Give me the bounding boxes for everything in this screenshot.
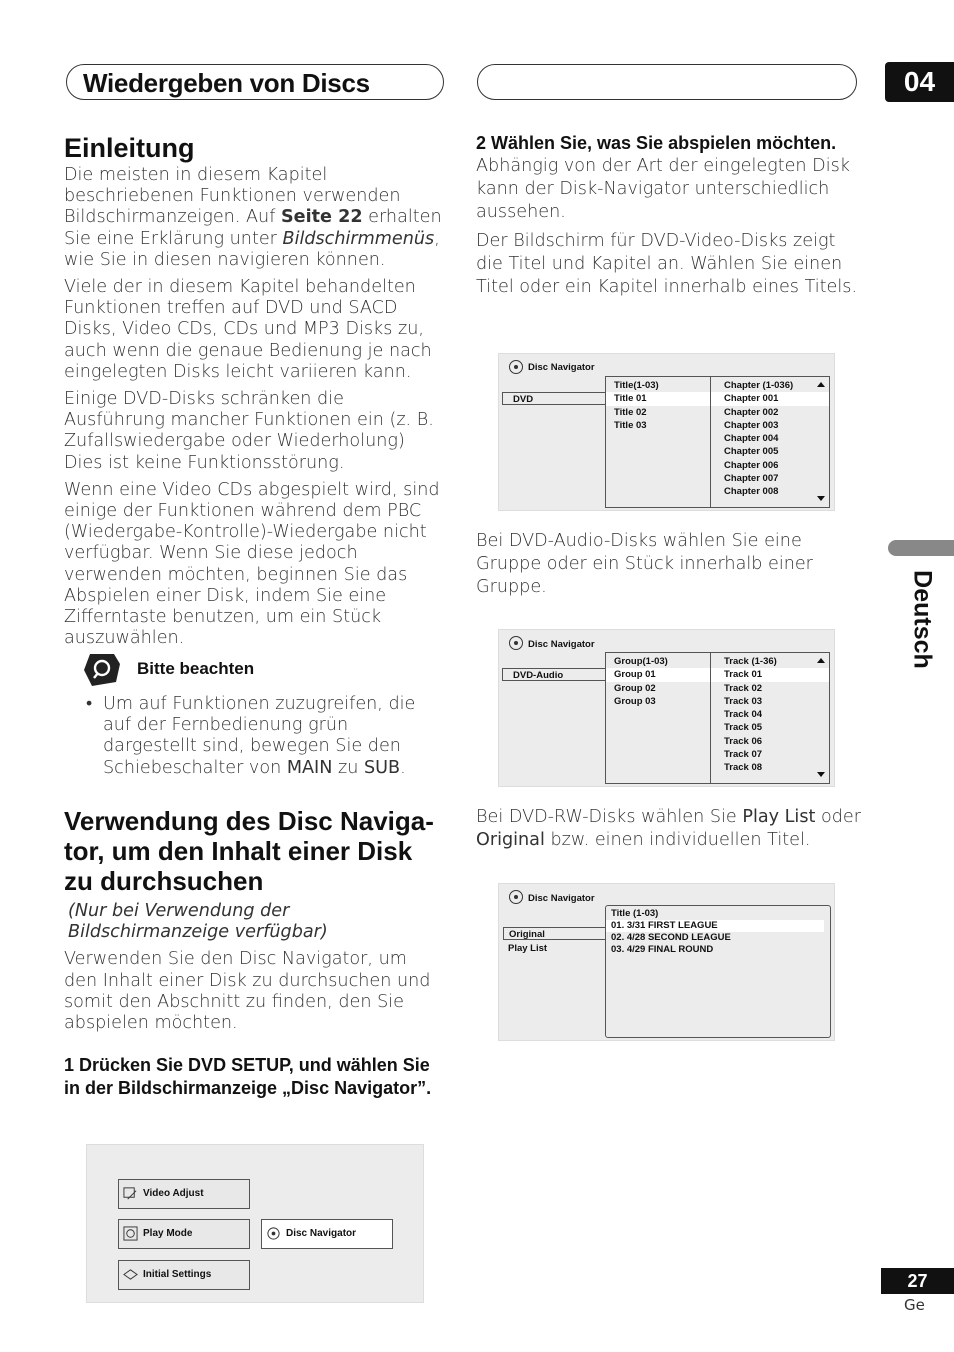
list-item[interactable]: Chapter 006 [724, 459, 779, 471]
play-mode-icon [123, 1226, 138, 1241]
text: zu [332, 757, 364, 778]
list-item[interactable]: Title 02 [614, 406, 647, 418]
note-bullet: • [86, 694, 93, 714]
list-item[interactable]: 01. 3/31 FIRST LEAGUE [606, 920, 824, 932]
list-item[interactable]: Chapter 001 [711, 392, 829, 405]
list-item[interactable]: Track 06 [724, 735, 763, 747]
language-code: Ge [904, 1296, 925, 1314]
list-item[interactable]: Chapter 004 [724, 433, 779, 445]
list-header: Track (1-36) [724, 656, 777, 667]
list-header: Chapter (1-036) [724, 380, 794, 391]
navigator-heading: Verwendung des Disc Naviga-tor, um den Inhalt einer Disk zu durchsuchen [64, 806, 434, 896]
screen-title: Disc Navigator [528, 362, 595, 373]
section-header-box [66, 64, 444, 100]
menu-label: Initial Settings [143, 1269, 212, 1280]
empty-header-box [477, 64, 857, 100]
title-list[interactable] [605, 376, 713, 508]
intro-paragraph-3: Einige DVD-Disks schränken die Ausführung mancher Funktionen ein (z. B. Zufallswiedergabe oder Wiederholung) Dies ist keine Funktionsstörung. [64, 389, 434, 473]
screen-title: Disc Navigator [528, 639, 595, 650]
chapter-number: 04 [885, 62, 954, 102]
step-2: 2 Wählen Sie, was Sie abspielen möchten. [476, 133, 837, 153]
intro-paragraph-4: Wenn eine Video CDs abgespielt wird, sind einige der Funktionen während dem PBC (Wiedergabe-Kontrolle)-Wiedergabe nicht verfügbar. Wenn Sie diese jedoch verwenden möchten, beginnen Sie das Abspielen einer Disk, indem Sie eine Zifferntaste benutzen, um ein Stück auszuwählen. [64, 479, 440, 649]
text: Bei DVD-RW-Disks wählen Sie [476, 807, 743, 827]
menu-label: Video Adjust [143, 1188, 204, 1199]
text: bzw. einen individuellen Titel. [544, 830, 811, 850]
initial-settings-icon [123, 1267, 138, 1282]
key-label: SUB [363, 757, 401, 778]
scroll-down-icon[interactable] [817, 496, 825, 501]
menu-video-adjust[interactable] [118, 1179, 250, 1209]
disc-type-label: DVD [502, 392, 606, 405]
dvd-navigator-screen [498, 353, 835, 511]
list-item[interactable]: Chapter 005 [724, 446, 779, 458]
mode-play-list[interactable]: Play List [508, 943, 548, 954]
text: Die meisten in diesem Kapitel beschriebenen Funktionen verwenden Bildschirmanzeigen. Auf [64, 165, 401, 228]
page-number: 27 [881, 1268, 954, 1294]
list-item[interactable]: Chapter 008 [724, 486, 779, 498]
note-icon [82, 652, 122, 688]
section-title: Wiedergeben von Discs [83, 68, 370, 98]
option-label: Original [476, 830, 545, 850]
list-item[interactable]: Chapter 007 [724, 473, 779, 485]
text: , wie Sie in diesen navigieren können. [64, 228, 440, 270]
list-item[interactable]: Title 01 [606, 392, 712, 405]
navigator-paragraph-3: Der Bildschirm für DVD-Video-Disks zeigt die Titel und Kapitel an. Wählen Sie einen Titel oder ein Kapitel innerhalb eines Titels. [476, 231, 858, 297]
menu-label: Disc Navigator [286, 1228, 357, 1239]
disc-navigator-icon [507, 359, 525, 375]
list-item[interactable]: Group 03 [614, 695, 656, 707]
key-label: MAIN [286, 757, 333, 778]
navigator-paragraph-1: Verwenden Sie den Disc Navigator, um den Inhalt einer Disk zu durchsuchen und somit den Abschnitt zu finden, den Sie abspielen möchten. [64, 949, 431, 1034]
list-item[interactable]: 02. 4/28 SECOND LEAGUE [611, 932, 731, 943]
step-1: 1 Drücken Sie DVD SETUP, und wählen Sie in der Bildschirmanzeige „Disc Navigator”. [64, 1055, 432, 1099]
list-header: Group(1-03) [614, 656, 668, 667]
option-label: Play List [742, 807, 816, 827]
list-item[interactable]: Title 03 [614, 419, 647, 431]
disc-icon [266, 1226, 281, 1241]
scroll-up-icon[interactable] [817, 382, 825, 387]
list-item[interactable]: Group 01 [606, 668, 712, 681]
menu-label: Play Mode [143, 1228, 193, 1239]
chapter-list[interactable] [710, 376, 830, 508]
scroll-down-icon[interactable] [817, 772, 825, 777]
intro-paragraph-1 [64, 165, 444, 271]
list-item[interactable]: Track 02 [724, 682, 763, 694]
side-tab-bar [888, 540, 954, 556]
scroll-up-icon[interactable] [817, 658, 825, 663]
screen-title: Disc Navigator [528, 893, 595, 904]
text: oder [815, 807, 861, 827]
dvd-rw-navigator-screen [498, 883, 835, 1041]
list-item[interactable]: 03. 4/29 FINAL ROUND [611, 944, 714, 955]
list-item[interactable]: Chapter 003 [724, 419, 779, 431]
menu-play-mode[interactable] [118, 1219, 250, 1249]
text: erhalten Sie eine Erklärung unter [64, 207, 442, 249]
list-item[interactable]: Chapter 002 [724, 406, 779, 418]
menu-initial-settings[interactable] [118, 1260, 250, 1290]
setup-menu-screen [86, 1144, 424, 1303]
list-header: Title(1-03) [614, 380, 659, 391]
list-item[interactable]: Track 05 [724, 722, 763, 734]
rw-title-list[interactable] [605, 905, 831, 1038]
video-adjust-icon [123, 1186, 138, 1201]
list-header: Title (1-03) [611, 908, 659, 919]
navigator-paragraph-5 [476, 806, 861, 852]
side-tab-language: Deutsch [908, 570, 937, 669]
intro-heading: Einleitung [64, 133, 195, 163]
list-item[interactable]: Track 07 [724, 749, 763, 761]
step-2-section [476, 132, 866, 299]
disc-navigator-icon [507, 635, 525, 651]
page-ref: Seite 22 [280, 207, 363, 228]
navigator-paragraph-4: Bei DVD-Audio-Disks wählen Sie eine Gruppe oder ein Stück innerhalb einer Gruppe. [476, 531, 813, 597]
group-list[interactable] [605, 652, 713, 784]
list-item[interactable]: Track 03 [724, 695, 763, 707]
dvd-audio-navigator-screen [498, 629, 835, 787]
intro-paragraph-2: Viele der in diesem Kapitel behandelten Funktionen treffen auf DVD und SACD Disks, Video CDs, CDs und MP3 Disks zu, auch wenn die genaue Bedienung je nach eingelegten Disks leicht variieren kann. [64, 277, 432, 382]
note-item [103, 694, 443, 779]
list-item[interactable]: Track 08 [724, 762, 763, 774]
text: Um auf Funktionen zuzugreifen, die auf der Fernbedienung grün dargestellt sind, bewegen Sie den Schiebeschalter von [103, 694, 416, 778]
navigator-paragraph-2: Abhängig von der Art der eingelegten Disk kann der Disk-Navigator unterschiedlich aussehen. [476, 156, 850, 222]
navigator-section [64, 806, 444, 1100]
disc-navigator-icon [507, 889, 525, 905]
submenu-disc-navigator[interactable] [261, 1219, 393, 1249]
menu-ref: Bildschirmmenüs [282, 228, 435, 249]
text: . [400, 757, 406, 778]
note-title: Bitte beachten [137, 659, 255, 678]
list-item[interactable]: Track 01 [711, 668, 829, 681]
mode-original[interactable]: Original [503, 927, 607, 940]
track-list[interactable] [710, 652, 830, 784]
list-item[interactable]: Track 04 [724, 709, 763, 721]
list-item[interactable]: Group 02 [614, 682, 656, 694]
intro-section [64, 132, 444, 649]
navigator-subtitle: (Nur bei Verwendung der Bildschirmanzeige verfügbar) [68, 901, 328, 943]
disc-type-label: DVD-Audio [502, 668, 606, 681]
